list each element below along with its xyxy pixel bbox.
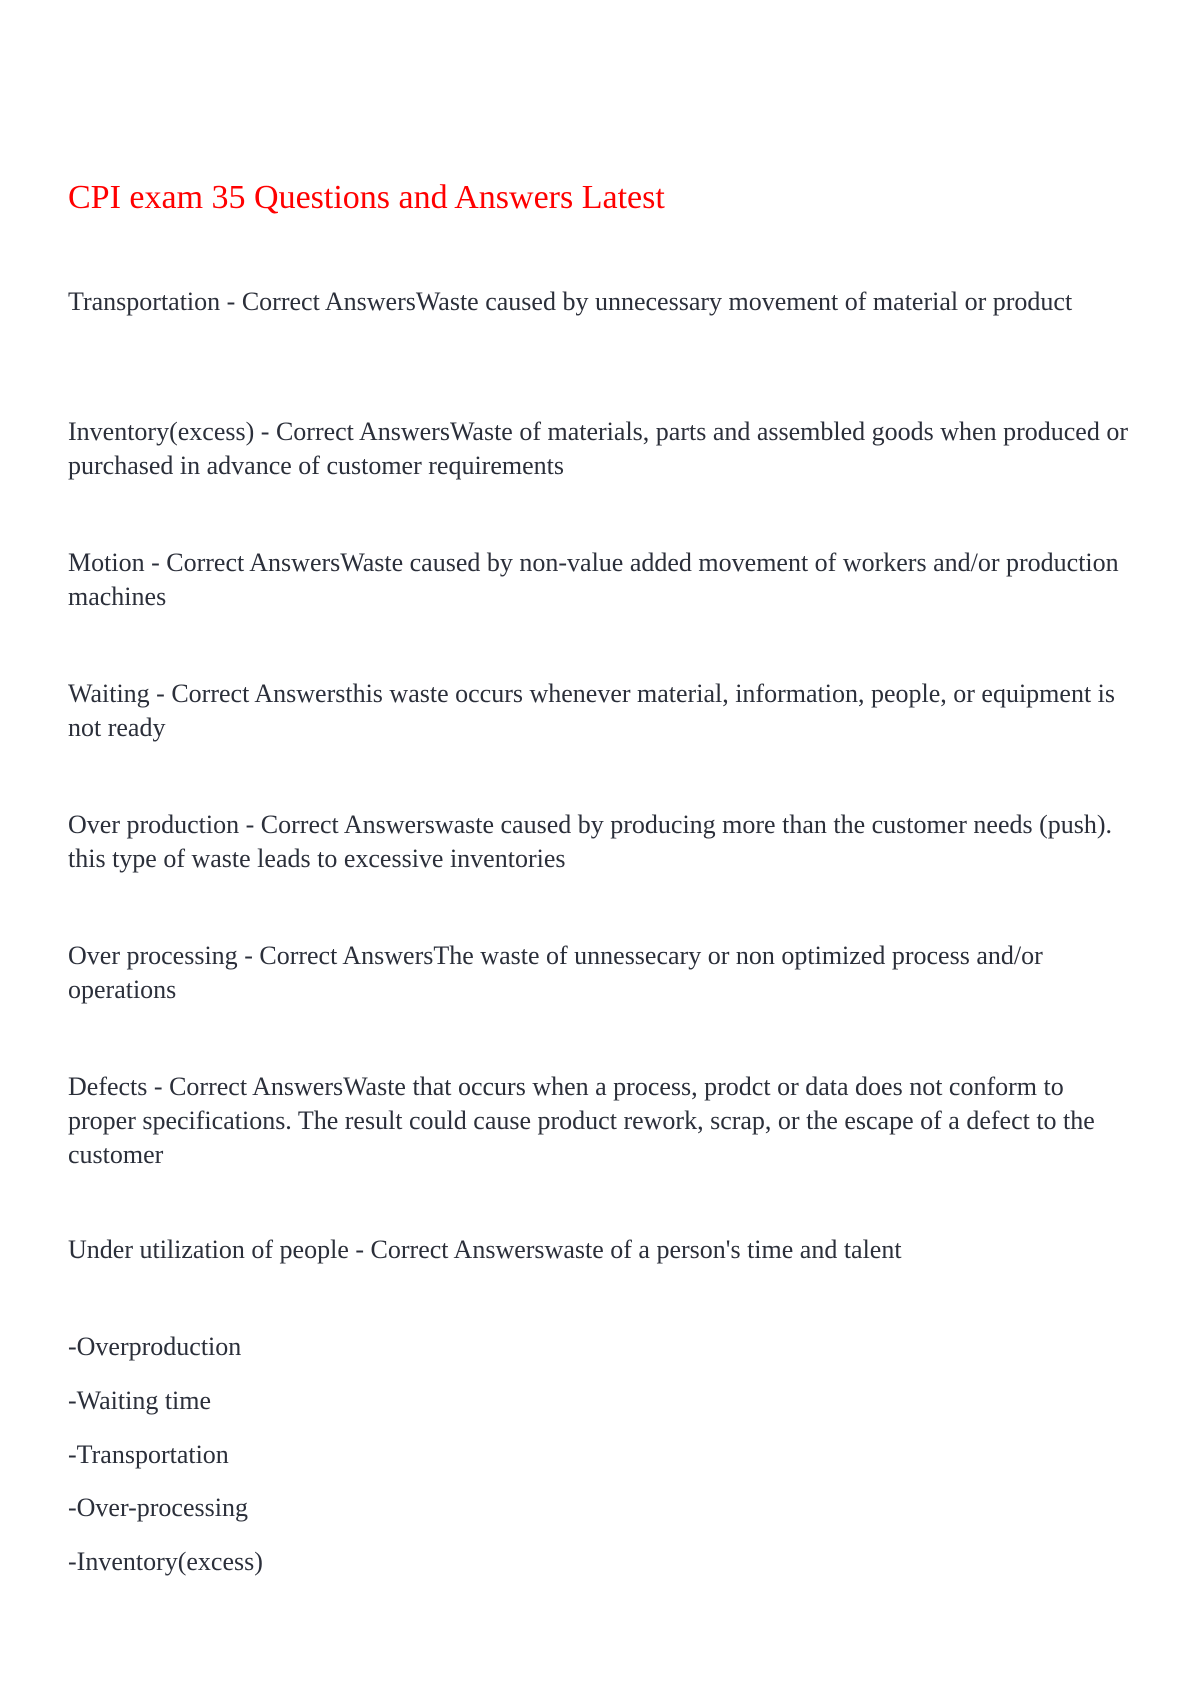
qa-entry-motion: [68, 546, 1131, 614]
qa-entry-defects: [68, 1070, 1131, 1172]
qa-entry-inventory: [68, 415, 1131, 483]
qa-term: Under utilization of people: [68, 1235, 349, 1264]
qa-term: Inventory(excess): [68, 417, 255, 446]
qa-entry-over-processing: [68, 939, 1131, 1007]
qa-answer-label: Correct Answers: [259, 941, 434, 970]
qa-answer: this waste occurs whenever material, information, people, or equipment is not ready: [68, 679, 1116, 742]
qa-separator: -: [147, 1072, 170, 1101]
qa-answer-label: Correct Answers: [169, 1072, 344, 1101]
list-item: -Waiting time: [68, 1386, 212, 1415]
qa-answer: Waste caused by non-value added movement of workers and/or production machines: [68, 548, 1119, 611]
qa-answer: Waste of materials, parts and assembled goods when produced or purchased in advance of customer requirements: [68, 417, 1128, 480]
qa-separator: -: [144, 548, 167, 577]
qa-answer-label: Correct Answers: [166, 548, 341, 577]
qa-term: Over processing: [68, 941, 238, 970]
qa-separator: -: [348, 1235, 371, 1264]
page-title: CPI exam 35 Questions and Answers Latest: [68, 179, 665, 216]
list-item: -Overproduction: [68, 1332, 242, 1361]
qa-term: Defects: [68, 1072, 148, 1101]
qa-separator: -: [220, 287, 242, 316]
qa-answer-label: Correct Answers: [171, 679, 346, 708]
qa-answer: Waste that occurs when a process, prodct or data does not conform to proper specifications. The result could cause product rework, scrap, or the escape of a defect to the customer: [68, 1072, 1095, 1169]
qa-answer-label: Correct Answers: [241, 287, 416, 316]
qa-entry-waiting: [68, 677, 1131, 745]
qa-separator: -: [239, 810, 261, 839]
qa-entry-under-utilization: [68, 1233, 1131, 1267]
qa-term: Over production: [68, 810, 240, 839]
qa-entry-transportation: [68, 285, 1131, 319]
list-item: -Transportation: [68, 1440, 229, 1469]
qa-term: Transportation: [68, 287, 221, 316]
qa-separator: -: [254, 417, 276, 446]
qa-separator: -: [149, 679, 172, 708]
qa-answer-label: Correct Answers: [370, 1235, 545, 1264]
list-item: -Inventory(excess): [68, 1547, 263, 1576]
qa-answer: waste of a person's time and talent: [544, 1235, 902, 1264]
qa-answer: The waste of unnessecary or non optimized process and/or operations: [68, 941, 1043, 1004]
list-item: -Over-processing: [68, 1493, 248, 1522]
qa-answer-label: Correct Answers: [260, 810, 435, 839]
qa-term: Waiting: [68, 679, 150, 708]
qa-entry-over-production: [68, 808, 1131, 876]
qa-term: Motion: [68, 548, 145, 577]
qa-separator: -: [237, 941, 260, 970]
qa-answer-label: Correct Answers: [275, 417, 450, 446]
qa-answer: Waste caused by unnecessary movement of material or product: [415, 287, 1073, 316]
qa-answer: waste caused by producing more than the customer needs (push). this type of waste leads to excessive inventories: [68, 810, 1113, 873]
